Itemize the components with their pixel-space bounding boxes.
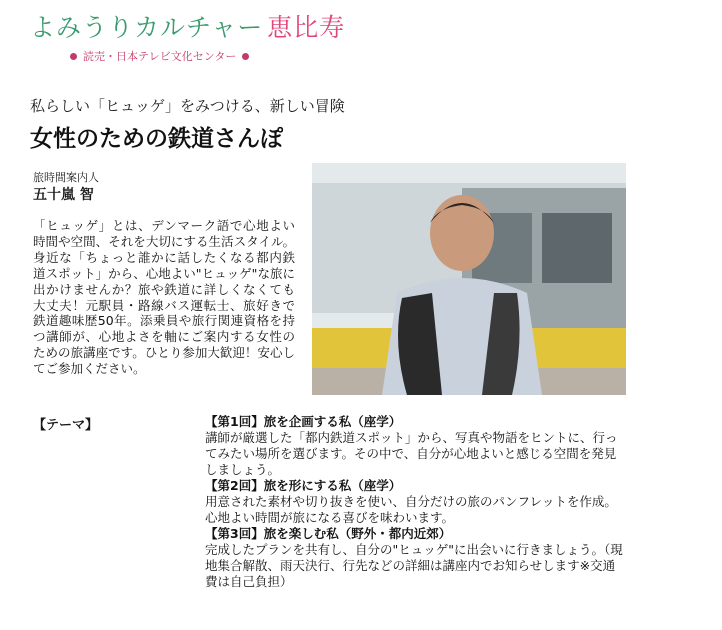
logo <box>30 8 346 68</box>
logo-subtitle <box>70 48 249 64</box>
course-description: 「ヒュッゲ」とは、デンマーク語で心地よい時間や空間、それを大切にする生活スタイル。身近な「ちょっと誰かに話したくなる都内鉄道スポット」から、心地よい"ヒュッゲ"な旅に出かけませんか？旅や鉄道に詳しくなくても大丈夫！元駅員・路線バス運転士、旅好きで鉄道趣味歴50年。添乗員や旅行関連資格を持つ講師が、心地よさを軸にご案内する女性のための旅講座です。ひとり参加大歓迎！安心してご参加ください。 <box>33 218 295 377</box>
session-description: 完成したプランを共有し、自分の"ヒュッゲ"に出会いに行きましょう。（現地集合解散、雨天決行、行先などの詳細は講座内でお知らせします※交通費は自己負担） <box>205 542 623 589</box>
session-description: 用意された素材や切り抜きを使い、自分だけの旅のパンフレットを作成。心地よい時間が旅になる喜びを味わいます。 <box>205 494 617 525</box>
instructor-role: 旅時間案内人 <box>33 171 99 184</box>
photo-illustration <box>312 163 626 395</box>
logo-main-text: よみうりカルチャー <box>30 13 264 42</box>
bullet-icon <box>242 53 249 60</box>
bullet-icon <box>70 53 77 60</box>
session-title: 【第1回】旅を企画する私（座学） <box>205 414 402 429</box>
session-item <box>205 414 625 478</box>
instructor-photo <box>312 163 626 395</box>
logo-sub-text: 読売・日本テレビ文化センター <box>83 50 237 63</box>
session-description: 講師が厳選した「都内鉄道スポット」から、写真や物語をヒントに、行ってみたい場所を選びます。その中で、自分が心地よいと感じる空間を発見しましょう。 <box>205 430 618 477</box>
theme-label: 【テーマ】 <box>33 418 99 433</box>
course-title: 女性のための鉄道さんぽ <box>30 126 283 152</box>
session-item <box>205 526 625 590</box>
logo-accent-text: 恵比寿 <box>267 13 346 42</box>
session-title: 【第3回】旅を楽しむ私（野外・都内近郊） <box>205 526 452 541</box>
session-item <box>205 478 625 526</box>
session-list <box>205 414 625 590</box>
session-title: 【第2回】旅を形にする私（座学） <box>205 478 402 493</box>
instructor-name: 五十嵐 智 <box>33 187 94 203</box>
logo-title <box>30 8 345 44</box>
course-subtitle: 私らしい「ヒュッゲ」をみつける、新しい冒険 <box>30 97 345 115</box>
